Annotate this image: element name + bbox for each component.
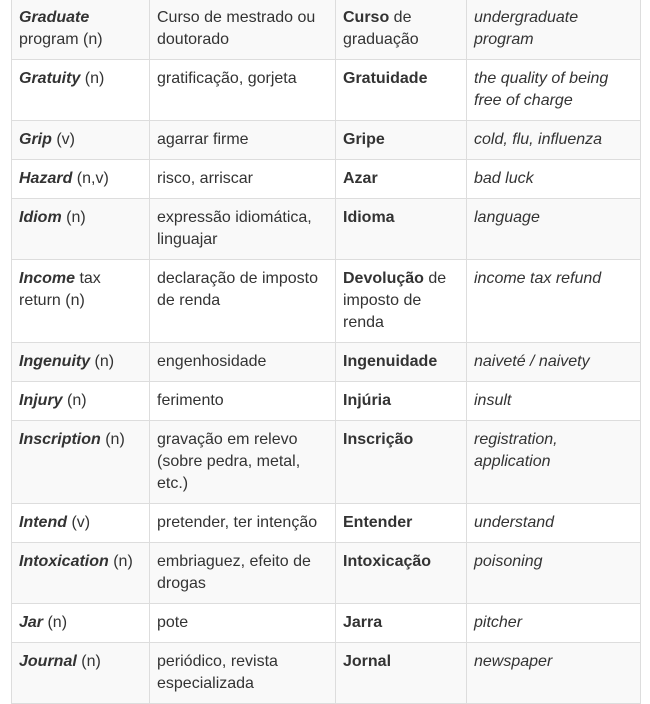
table-row — [12, 543, 641, 604]
false-friend-meaning-cell — [467, 121, 641, 160]
english-term-cell — [12, 121, 150, 160]
false-friend-meaning: income tax refund — [474, 270, 602, 287]
english-term: Grip — [19, 131, 52, 148]
false-friend-term: Entender — [343, 514, 413, 531]
english-term-cell — [12, 543, 150, 604]
false-friend-cell — [336, 260, 467, 343]
false-friend-meaning: newspaper — [474, 653, 553, 670]
false-friend-term: Injúria — [343, 392, 392, 409]
false-friend-cell — [336, 343, 467, 382]
vocabulary-table-container — [11, 0, 640, 704]
false-friend-meaning: undergraduate program — [474, 9, 579, 48]
false-friend-meaning-cell — [467, 504, 641, 543]
portuguese-translation: expressão idiomática, linguajar — [157, 209, 312, 248]
english-term: Income — [19, 270, 76, 287]
false-friend-term: Gripe — [343, 131, 385, 148]
false-friend-meaning-cell — [467, 160, 641, 199]
false-friend-term: Ingenuidade — [343, 353, 438, 370]
english-term: Idiom — [19, 209, 62, 226]
false-friend-meaning: insult — [474, 392, 512, 409]
english-term-cell — [12, 382, 150, 421]
false-friend-meaning: understand — [474, 514, 555, 531]
english-term-cell — [12, 343, 150, 382]
false-friend-meaning: naiveté / naivety — [474, 353, 590, 370]
false-friend-meaning: pitcher — [474, 614, 523, 631]
english-term-cell — [12, 643, 150, 704]
false-friend-cell — [336, 643, 467, 704]
false-friend-term: Idioma — [343, 209, 395, 226]
false-friend-cell — [336, 543, 467, 604]
portuguese-translation-cell — [150, 60, 336, 121]
false-friend-term: Devolução — [343, 270, 424, 287]
english-term-cell — [12, 604, 150, 643]
portuguese-translation: gratificação, gorjeta — [157, 70, 297, 87]
english-term-suffix: (n) — [62, 392, 87, 409]
english-term: Inscription — [19, 431, 101, 448]
english-term-cell — [12, 421, 150, 504]
english-term-suffix: (n) — [108, 553, 133, 570]
false-friend-meaning-cell — [467, 0, 641, 60]
english-term: Gratuity — [19, 70, 81, 87]
false-friend-meaning-cell — [467, 543, 641, 604]
table-row — [12, 199, 641, 260]
false-friend-meaning: bad luck — [474, 170, 534, 187]
false-friend-term: Azar — [343, 170, 378, 187]
false-friend-meaning-cell — [467, 421, 641, 504]
portuguese-translation-cell — [150, 382, 336, 421]
portuguese-translation-cell — [150, 121, 336, 160]
table-row — [12, 160, 641, 199]
english-term-cell — [12, 60, 150, 121]
false-friend-meaning-cell — [467, 199, 641, 260]
false-friend-cell — [336, 121, 467, 160]
portuguese-translation: gravação em relevo (sobre pedra, metal, etc.) — [157, 431, 301, 492]
english-term: Ingenuity — [19, 353, 91, 370]
false-friend-suffix: de imposto de renda — [343, 270, 447, 331]
portuguese-translation-cell — [150, 199, 336, 260]
english-term-suffix: (n) — [61, 209, 86, 226]
english-term-cell — [12, 504, 150, 543]
portuguese-translation-cell — [150, 604, 336, 643]
false-friend-suffix: de graduação — [343, 9, 419, 48]
english-term-suffix: (n) — [76, 653, 101, 670]
portuguese-translation: periódico, revista especializada — [157, 653, 278, 692]
false-friend-cell — [336, 160, 467, 199]
false-friend-cell — [336, 199, 467, 260]
portuguese-translation-cell — [150, 343, 336, 382]
portuguese-translation: Curso de mestrado ou doutorado — [157, 9, 316, 48]
english-term-suffix: (n,v) — [72, 170, 109, 187]
portuguese-translation-cell — [150, 543, 336, 604]
false-friend-term: Jarra — [343, 614, 383, 631]
portuguese-translation: engenhosidade — [157, 353, 267, 370]
false-friend-meaning-cell — [467, 643, 641, 704]
english-term: Injury — [19, 392, 63, 409]
english-term: Hazard — [19, 170, 73, 187]
table-row — [12, 421, 641, 504]
english-term-suffix: (n) — [100, 431, 125, 448]
false-friend-cell — [336, 382, 467, 421]
false-friend-meaning: registration, application — [474, 431, 558, 470]
false-friend-cell — [336, 0, 467, 60]
false-friend-meaning-cell — [467, 260, 641, 343]
english-term-suffix: (n) — [43, 614, 68, 631]
false-friend-term: Inscrição — [343, 431, 414, 448]
table-row — [12, 504, 641, 543]
table-row — [12, 260, 641, 343]
false-friend-meaning-cell — [467, 60, 641, 121]
false-friend-term: Curso — [343, 9, 390, 26]
table-row — [12, 643, 641, 704]
table-row — [12, 60, 641, 121]
false-friend-cell — [336, 60, 467, 121]
portuguese-translation: agarrar firme — [157, 131, 249, 148]
table-row — [12, 382, 641, 421]
portuguese-translation: pote — [157, 614, 189, 631]
false-friend-meaning-cell — [467, 343, 641, 382]
false-friend-term: Intoxicação — [343, 553, 432, 570]
portuguese-translation-cell — [150, 504, 336, 543]
english-term: Jar — [19, 614, 44, 631]
table-body — [12, 0, 641, 704]
false-friend-meaning: language — [474, 209, 540, 226]
portuguese-translation: ferimento — [157, 392, 224, 409]
english-term-suffix: (n) — [80, 70, 105, 87]
table-row — [12, 604, 641, 643]
english-term-suffix: tax return (n) — [19, 270, 101, 309]
portuguese-translation: embriaguez, efeito de drogas — [157, 553, 311, 592]
false-friend-meaning: cold, flu, influenza — [474, 131, 603, 148]
english-term: Journal — [19, 653, 77, 670]
portuguese-translation-cell — [150, 643, 336, 704]
false-cognates-table — [11, 0, 641, 704]
portuguese-translation: risco, arriscar — [157, 170, 254, 187]
english-term-suffix: program (n) — [19, 31, 103, 48]
false-friend-meaning-cell — [467, 382, 641, 421]
english-term-suffix: (v) — [67, 514, 91, 531]
false-friend-cell — [336, 421, 467, 504]
table-row — [12, 121, 641, 160]
table-row — [12, 0, 641, 60]
portuguese-translation: pretender, ter intenção — [157, 514, 318, 531]
english-term-cell — [12, 199, 150, 260]
false-friend-term: Gratuidade — [343, 70, 428, 87]
false-friend-meaning: poisoning — [474, 553, 543, 570]
false-friend-meaning: the quality of being free of charge — [474, 70, 609, 109]
english-term: Graduate — [19, 9, 90, 26]
portuguese-translation-cell — [150, 0, 336, 60]
table-row — [12, 343, 641, 382]
false-friend-cell — [336, 604, 467, 643]
english-term-cell — [12, 260, 150, 343]
english-term-cell — [12, 0, 150, 60]
portuguese-translation-cell — [150, 421, 336, 504]
english-term-suffix: (n) — [90, 353, 115, 370]
false-friend-cell — [336, 504, 467, 543]
english-term: Intend — [19, 514, 67, 531]
false-friend-meaning-cell — [467, 604, 641, 643]
false-friend-term: Jornal — [343, 653, 392, 670]
english-term-cell — [12, 160, 150, 199]
portuguese-translation: declaração de imposto de renda — [157, 270, 318, 309]
english-term: Intoxication — [19, 553, 109, 570]
english-term-suffix: (v) — [51, 131, 75, 148]
portuguese-translation-cell — [150, 160, 336, 199]
portuguese-translation-cell — [150, 260, 336, 343]
